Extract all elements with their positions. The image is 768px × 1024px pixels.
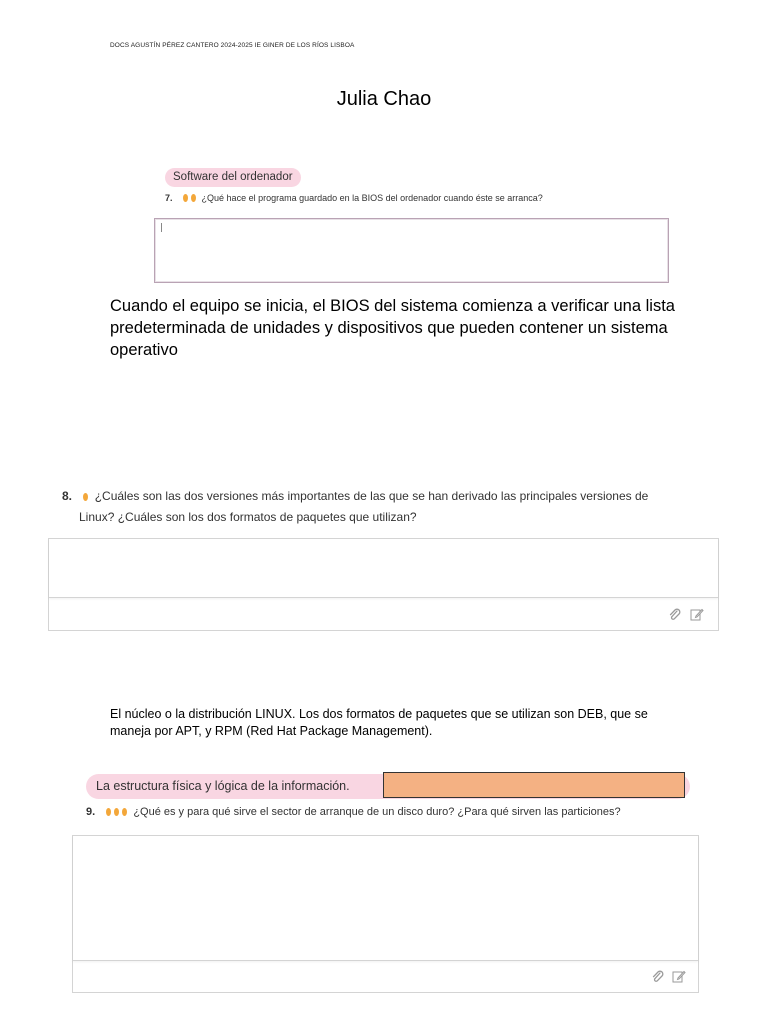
section-label-text: La estructura física y lógica de la información. — [96, 779, 350, 793]
question-number: 9. — [86, 806, 96, 818]
answer-input-7[interactable] — [154, 218, 669, 283]
question-text-line2: Linux? ¿Cuáles son los dos formatos de paquetes que utilizan? — [79, 510, 417, 524]
answer-input-9[interactable] — [72, 835, 699, 993]
question-9 — [86, 806, 621, 818]
paperclip-icon[interactable] — [651, 970, 664, 986]
section-label-software: Software del ordenador — [165, 168, 301, 187]
difficulty-dot-icon — [183, 194, 188, 202]
answer-text-8: El núcleo o la distribución LINUX. Los dos formatos de paquetes que se utilizan son DEB, que se maneja por APT, y RPM (Red Hat Package Management). — [110, 707, 648, 738]
question-8 — [62, 486, 712, 528]
section-label-estructura — [86, 774, 690, 799]
question-text: ¿Qué es y para qué sirve el sector de arranque de un disco duro? ¿Para qué sirven las particiones? — [133, 806, 621, 818]
difficulty-dot-icon — [122, 808, 127, 816]
answer-textarea[interactable] — [49, 539, 718, 598]
answer-input-8[interactable] — [48, 538, 719, 631]
edit-icon[interactable] — [690, 608, 704, 624]
difficulty-dot-icon — [191, 194, 196, 202]
difficulty-dot-icon — [106, 808, 111, 816]
edit-icon[interactable] — [672, 970, 686, 986]
question-number: 7. — [165, 193, 173, 203]
document-header-note: DOCS AGUSTÍN PÉREZ CANTERO 2024-2025 IE GINER DE LOS RÍOS LISBOA — [110, 42, 355, 49]
difficulty-dot-icon — [114, 808, 119, 816]
question-7 — [165, 193, 543, 203]
question-number: 8. — [62, 489, 73, 503]
question-text: ¿Qué hace el programa guardado en la BIOS del ordenador cuando éste se arranca? — [201, 193, 543, 203]
paperclip-icon[interactable] — [668, 608, 681, 624]
answer-textarea[interactable] — [73, 836, 698, 961]
question-text-line1: ¿Cuáles son las dos versiones más importantes de las que se han derivado las principales versiones de — [94, 489, 649, 503]
text-caret — [161, 223, 162, 232]
highlight-box — [383, 772, 685, 798]
answer-text-7: Cuando el equipo se inicia, el BIOS del sistema comienza a verificar una lista predeterminada de unidades y dispositivos que pueden contener un sistema operativo — [110, 297, 675, 359]
difficulty-dot-icon — [83, 493, 88, 501]
page-title: Julia Chao — [336, 88, 432, 110]
